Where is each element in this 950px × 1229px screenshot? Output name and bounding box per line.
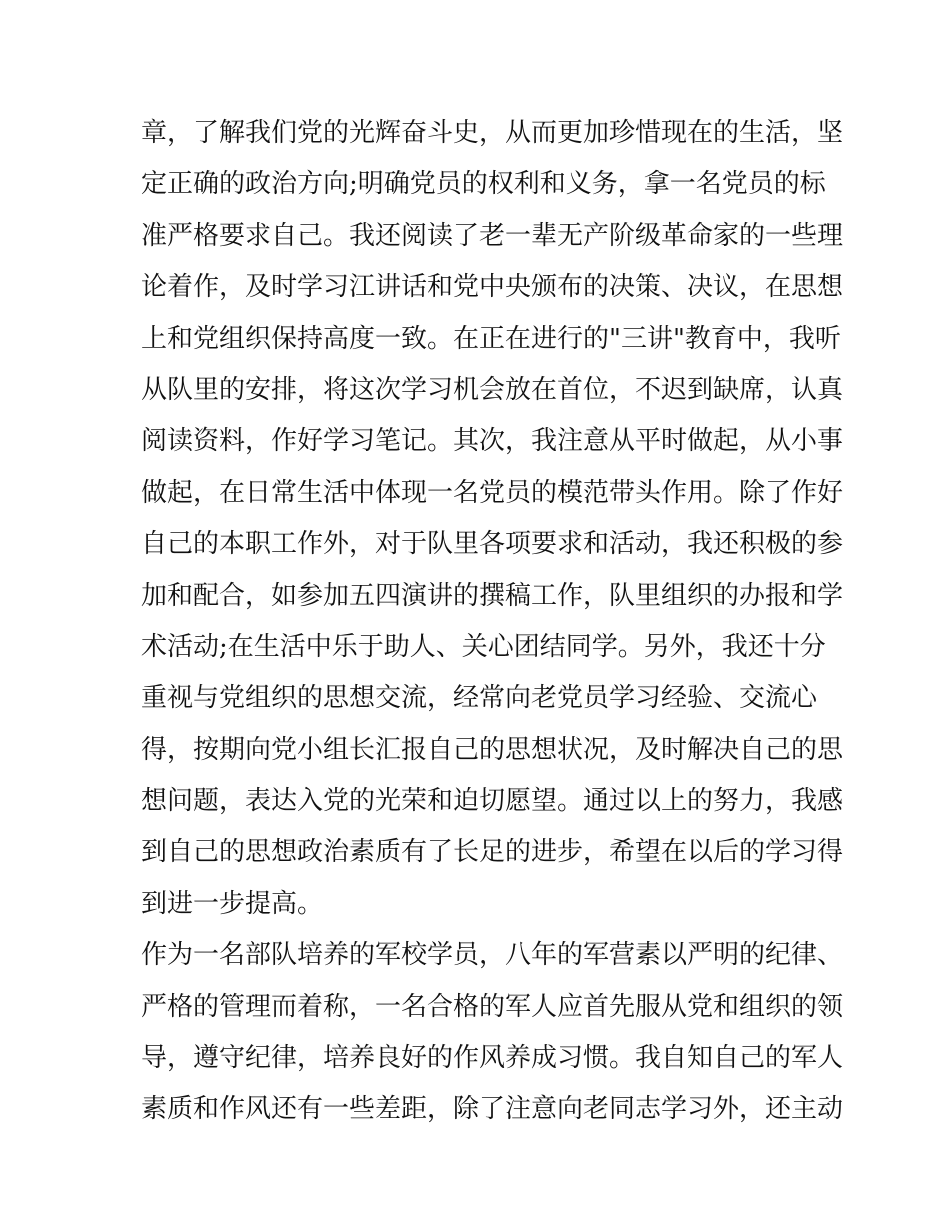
text-line: 章，了解我们党的光辉奋斗史，从而更加珍惜现在的生活，坚 bbox=[141, 118, 844, 148]
text-line: 得，按期向党小组长汇报自己的思想状况，及时解决自己的思 bbox=[141, 734, 844, 765]
text-line: 自己的本职工作外，对于队里各项要求和活动，我还积极的参 bbox=[141, 529, 844, 560]
text-line: 准严格要求自己。我还阅读了老一辈无产阶级革命家的一些理 bbox=[141, 220, 844, 251]
text-line: 到进一步提高。 bbox=[141, 888, 324, 919]
text-line: 素质和作风还有一些差距，除了注意向老同志学习外，还主动 bbox=[141, 1094, 844, 1125]
text-line: 想问题，表达入党的光荣和迫切愿望。通过以上的努力，我感 bbox=[141, 786, 844, 817]
text-line: 作为一名部队培养的军校学员，八年的军营素以严明的纪律、 bbox=[141, 940, 844, 971]
text-line: 术活动;在生活中乐于助人、关心团结同学。另外，我还十分 bbox=[141, 631, 826, 662]
text-line: 严格的管理而着称，一名合格的军人应首先服从党和组织的领 bbox=[141, 991, 844, 1022]
text-line: 上和党组织保持高度一致。在正在进行的"三讲"教育中，我听 bbox=[141, 323, 841, 354]
document-body bbox=[141, 108, 844, 1136]
text-line: 从队里的安排，将这次学习机会放在首位，不迟到缺席，认真 bbox=[141, 374, 844, 405]
text-line: 加和配合，如参加五四演讲的撰稿工作，队里组织的办报和学 bbox=[141, 580, 844, 611]
text-line: 论着作，及时学习江讲话和党中央颁布的决策、决议，在思想 bbox=[141, 272, 844, 303]
text-line: 做起，在日常生活中体现一名党员的模范带头作用。除了作好 bbox=[141, 477, 844, 508]
text-line: 导，遵守纪律，培养良好的作风养成习惯。我自知自己的军人 bbox=[141, 1043, 844, 1074]
text-line: 重视与党组织的思想交流，经常向老党员学习经验、交流心 bbox=[141, 683, 818, 714]
text-line: 定正确的政治方向;明确党员的权利和义务，拿一名党员的标 bbox=[141, 169, 826, 200]
text-line: 阅读资料，作好学习笔记。其次，我注意从平时做起，从小事 bbox=[141, 426, 844, 457]
text-line: 到自己的思想政治素质有了长足的进步，希望在以后的学习得 bbox=[141, 837, 844, 868]
